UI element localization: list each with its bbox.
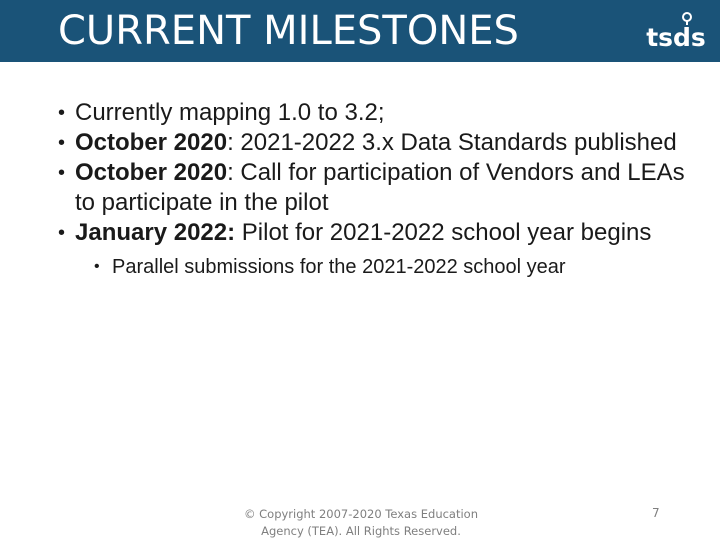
- bullet-text: Currently mapping 1.0 to 3.2;: [75, 99, 385, 126]
- bullet-item: [58, 158, 698, 218]
- bullet-list: [58, 98, 698, 280]
- bullet-bold: October 2020: [75, 159, 228, 186]
- bullet-text: Pilot for 2021-2022 school year begins: [235, 219, 652, 246]
- bullet-item: [58, 218, 698, 248]
- copyright-footer: © Copyright 2007-2020 Texas Education Agency (TEA). All Rights Reserved.: [243, 507, 479, 538]
- bullet-bold: January 2022:: [75, 219, 236, 246]
- bullet-text: : Call for participation of Vendors and LEAs to participate in the pilot: [75, 159, 685, 216]
- page-number: 7: [652, 506, 660, 520]
- sub-bullet-item: [58, 254, 698, 280]
- bullet-text: : 2021-2022 3.x Data Standards published: [227, 129, 677, 156]
- bullet-bold: October 2020: [75, 129, 228, 156]
- slide-title: CURRENT MILESTONES: [58, 8, 519, 54]
- title-bar: [0, 0, 720, 62]
- bullet-item: [58, 128, 698, 158]
- bullet-item: [58, 98, 698, 128]
- sub-bullet-text: Parallel submissions for the 2021-2022 school year: [112, 256, 566, 278]
- logo-text: tsds: [646, 23, 706, 52]
- tsds-logo: [640, 8, 712, 52]
